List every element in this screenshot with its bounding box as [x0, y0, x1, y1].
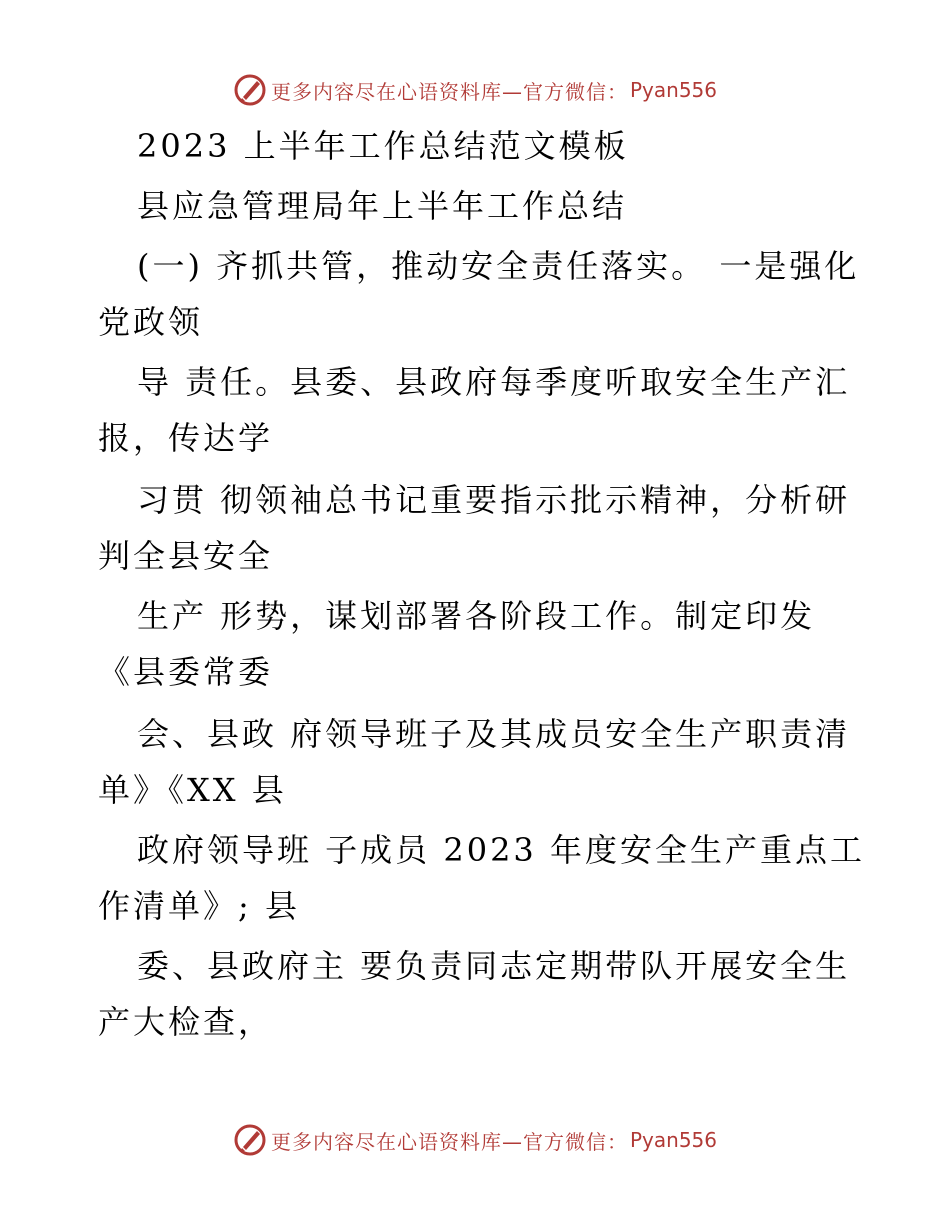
document-title: 2023 上半年工作总结范文模板: [137, 127, 629, 165]
brush-logo-icon: [233, 1123, 267, 1157]
watermark-wechat-id: Pyan556: [629, 1128, 717, 1152]
paragraph-line: 习贯 彻领袖总书记重要指示批示精神，分析研: [137, 481, 851, 519]
paragraph-line: 导 责任。县委、县政府每季度听取安全生产汇: [137, 363, 851, 401]
paragraph-line: 判全县安全: [98, 537, 274, 575]
paragraph-line: 会、县政 府领导班子及其成员安全生产职责清: [137, 715, 851, 753]
paragraph-line: (一) 齐抓共管，推动安全责任落实。 一是强化: [137, 247, 860, 285]
document-subtitle: 县应急管理局年上半年工作总结: [137, 187, 628, 225]
paragraph-line: 委、县政府主 要负责同志定期带队开展安全生: [137, 947, 851, 985]
paragraph-line: 党政领: [98, 303, 204, 341]
watermark-text: 更多内容尽在心语资料库—官方微信：: [270, 1129, 628, 1154]
paragraph-line: 《县委常委: [98, 653, 274, 691]
watermark-footer: [0, 1120, 950, 1160]
paragraph-line: 报，传达学: [98, 419, 274, 457]
watermark-text: 更多内容尽在心语资料库—官方微信：: [270, 79, 628, 104]
watermark-wechat-id: Pyan556: [629, 78, 717, 102]
paragraph-line: 单》《XX 县: [98, 771, 287, 809]
paragraph-line: 产大检查，: [98, 1003, 274, 1041]
paragraph-line: 作清单》; 县: [98, 887, 300, 925]
paragraph-line: 政府领导班 子成员 2023 年度安全生产重点工: [137, 831, 865, 869]
paragraph-line: 生产 形势，谋划部署各阶段工作。制定印发: [137, 597, 816, 635]
